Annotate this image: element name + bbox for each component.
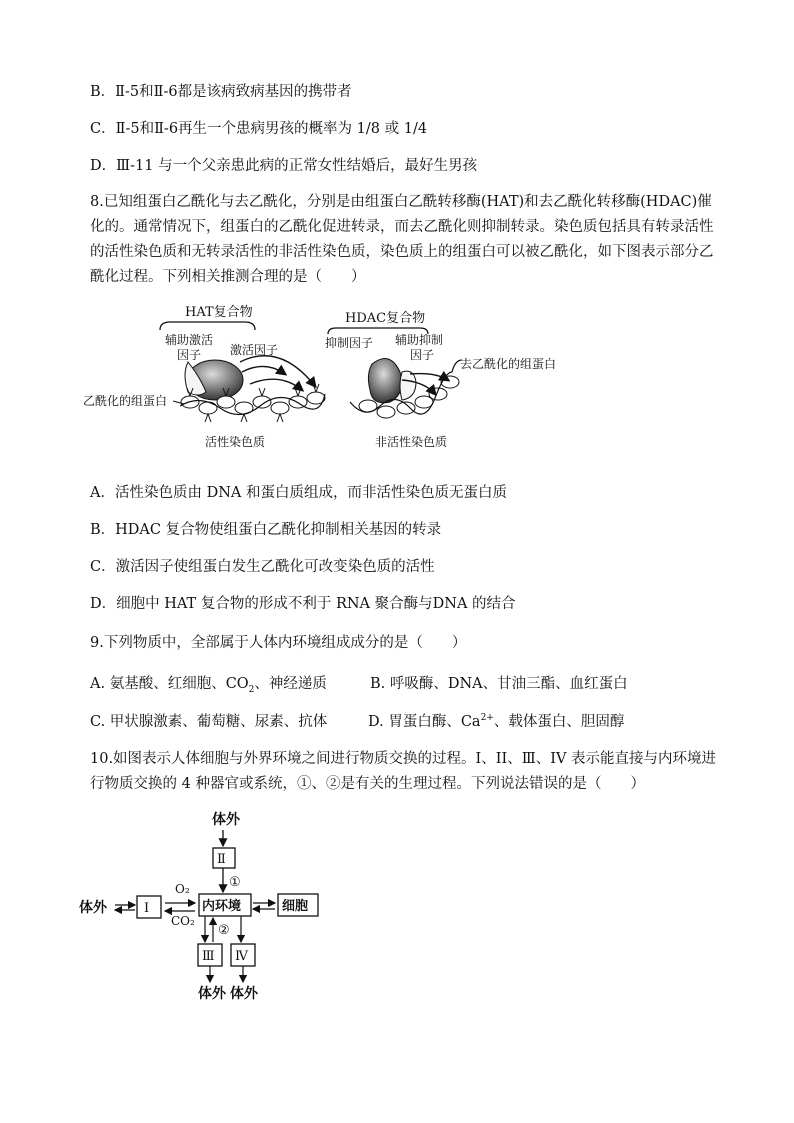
- q7-option-d: D．Ⅲ-11 与一个父亲患此病的正常女性结婚后，最好生男孩: [90, 158, 478, 174]
- inhibit-factor-shape: [368, 359, 401, 403]
- svg-text:Ⅱ: Ⅱ: [217, 852, 226, 867]
- step-1-label: ①: [229, 875, 241, 890]
- aux-inhibit-label-2: 因子: [410, 348, 435, 362]
- q9-option-d: D. 胃蛋白酶、$Ca^{2+}$、载体蛋白、胆固醇: [368, 713, 625, 730]
- q8-option-c: C．激活因子使组蛋白发生乙酰化可改变染色质的活性: [90, 559, 435, 575]
- deacetylated-histone-label: 去乙酰化的组蛋白: [460, 357, 557, 371]
- inactive-chromatin-label: 非活性染色质: [375, 435, 448, 449]
- outside-left-label: 体外: [79, 900, 107, 916]
- q8-stem: 8.已知组蛋白乙酰化与去乙酰化，分别是由组蛋白乙酰转移酶(HAT)和去乙酰化转移酶(HDAC)催化的。通常情况下，组蛋白的乙酰化促进转录，而去乙酰化则抑制转录。染色质包括具有转录活性的活性染色质和无转录活性的非活性染色质，染色质上的组蛋白可以被乙酰化，如下图表示部分乙酰化过程。下列相关推测合理的是（ ）: [90, 194, 714, 285]
- q7-option-b: B．Ⅱ-5和Ⅱ-6都是该病致病基因的携带者: [90, 84, 352, 100]
- outside-top-label: 体外: [212, 812, 240, 828]
- q9-option-a: A. 氨基酸、红细胞、$CO_2$、神经递质: [90, 676, 327, 695]
- q7-option-c: C．Ⅱ-5和Ⅱ-6再生一个患病男孩的概率为 1/8 或 1/4: [90, 121, 428, 137]
- svg-text:Ⅳ: Ⅳ: [235, 949, 248, 964]
- active-chromatin-label: 活性染色质: [205, 435, 266, 449]
- svg-text:Ⅰ: Ⅰ: [144, 901, 150, 916]
- q10-stem: 10.如图表示人体细胞与外界环境之间进行物质交换的过程。I、II、Ⅲ、IV 表示能直接与内环境进行物质交换的 4 种器官或系统，①、②是有关的生理过程。下列说法错误的是（ ）: [90, 751, 717, 792]
- aux-activate-label-1: 辅助激活: [165, 333, 214, 347]
- aux-activate-label-2: 因子: [177, 348, 202, 362]
- svg-text:Ⅲ: Ⅲ: [202, 949, 215, 964]
- inhibit-factor-label: 抑制因子: [325, 336, 374, 350]
- svg-text:细胞: 细胞: [282, 899, 309, 914]
- co2-label: CO₂: [171, 914, 195, 928]
- q9-option-c: C. 甲状腺激素、葡萄糖、尿素、抗体: [90, 714, 328, 730]
- q8-figure-acetylation: [80, 302, 600, 452]
- aux-inhibit-label-1: 辅助抑制: [395, 333, 444, 347]
- q9-stem: 9.下列物质中，全部属于人体内环境组成成分的是（ ）: [90, 635, 467, 651]
- acetylated-histone-label: 乙酰化的组蛋白: [83, 394, 168, 408]
- activating-factor-label: 激活因子: [230, 343, 279, 357]
- hdac-complex-label: HDAC复合物: [345, 311, 426, 326]
- q8-option-a: A．活性染色质由 DNA 和蛋白质组成，而非活性染色质无蛋白质: [90, 485, 507, 501]
- o2-label: O₂: [175, 882, 190, 896]
- q8-option-b: B．HDAC 复合物使组蛋白乙酰化抑制相关基因的转录: [90, 522, 442, 538]
- q8-option-d: D．细胞中 HAT 复合物的形成不利于 RNA 聚合酶与DNA 的结合: [90, 596, 516, 612]
- outside-bottom-label-1: 体外: [198, 986, 226, 1002]
- q10-figure-exchange: [75, 808, 335, 1008]
- step-2-label: ②: [218, 923, 230, 938]
- hat-complex-label: HAT复合物: [185, 305, 253, 320]
- outside-bottom-label-2: 体外: [230, 986, 258, 1002]
- q9-option-b: B. 呼吸酶、DNA、甘油三酯、血红蛋白: [370, 676, 628, 692]
- svg-text:内环境: 内环境: [202, 899, 242, 914]
